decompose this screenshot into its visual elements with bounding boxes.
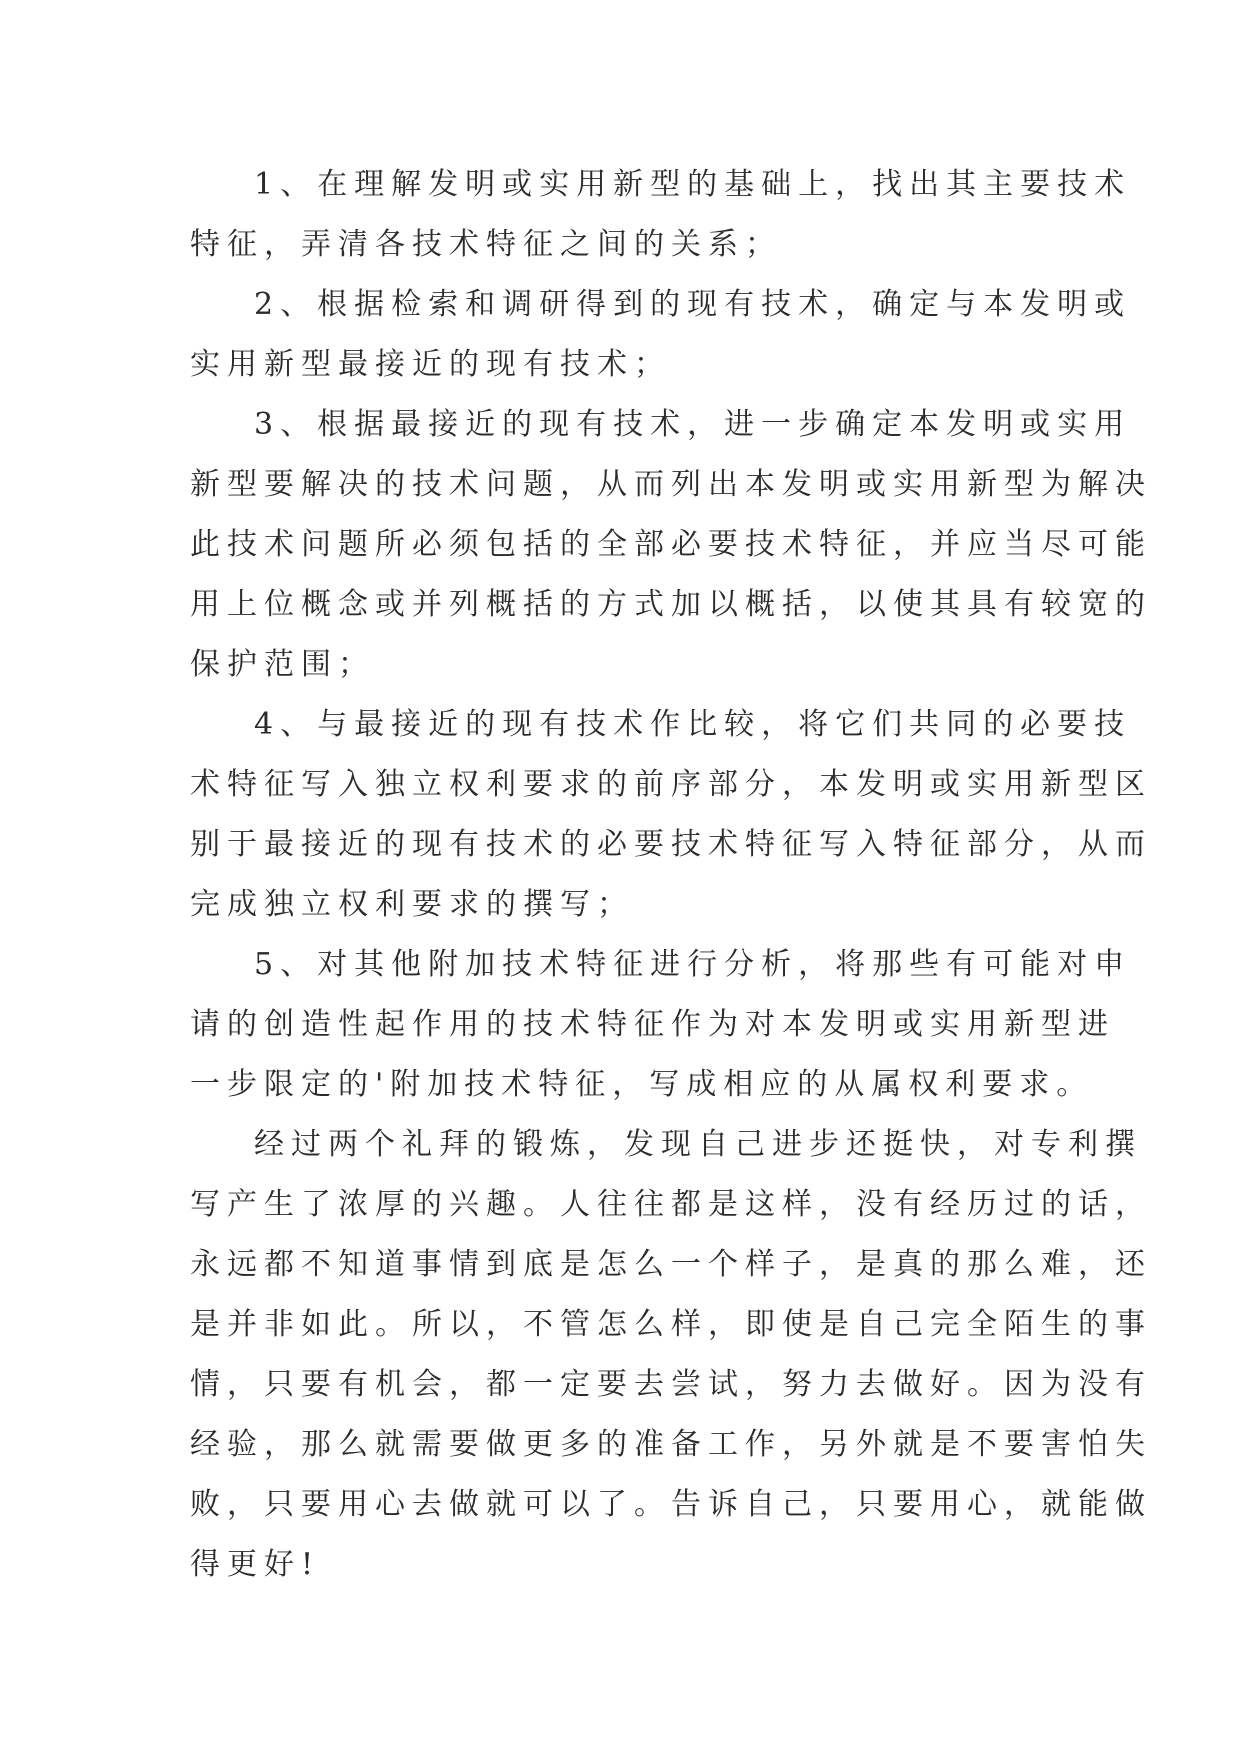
paragraph-4-line-3: 别于最接近的现有技术的必要技术特征写入特征部分，从而 — [190, 827, 1152, 862]
paragraph-6-line-4: 是并非如此。所以，不管怎么样，即使是自己完全陌生的事 — [190, 1307, 1152, 1342]
paragraph-5-line-2: 请的创造性起作用的技术特征作为对本发明或实用新型进 — [190, 1007, 1115, 1042]
paragraph-3-line-5: 保护范围； — [190, 647, 375, 682]
paragraph-5-line-1: 5、对其他附加技术特征进行分析，将那些有可能对申 — [254, 947, 1132, 982]
paragraph-6-line-1: 经过两个礼拜的锻炼，发现自己进步还挺快，对专利撰 — [254, 1127, 1142, 1162]
paragraph-3-line-2: 新型要解决的技术问题，从而列出本发明或实用新型为解决 — [190, 467, 1152, 502]
paragraph-4-line-4: 完成独立权利要求的撰写； — [190, 887, 634, 922]
paragraph-6-line-5: 情，只要有机会，都一定要去尝试，努力去做好。因为没有 — [190, 1367, 1152, 1402]
paragraph-2-line-2: 实用新型最接近的现有技术； — [190, 347, 671, 382]
paragraph-1-line-1: 1、在理解发明或实用新型的基础上，找出其主要技术 — [254, 167, 1132, 202]
paragraph-5-line-3: 一步限定的'附加技术特征，写成相应的从属权利要求。 — [190, 1067, 1094, 1102]
paragraph-4-line-1: 4、与最接近的现有技术作比较，将它们共同的必要技 — [254, 707, 1132, 742]
paragraph-2-line-1: 2、根据检索和调研得到的现有技术，确定与本发明或 — [254, 287, 1132, 322]
paragraph-6-line-7: 败，只要用心去做就可以了。告诉自己，只要用心，就能做 — [190, 1487, 1152, 1522]
paragraph-6-line-3: 永远都不知道事情到底是怎么一个样子，是真的那么难，还 — [190, 1247, 1152, 1282]
paragraph-3-line-4: 用上位概念或并列概括的方式加以概括，以使其具有较宽的 — [190, 587, 1152, 622]
paragraph-3-line-1: 3、根据最接近的现有技术，进一步确定本发明或实用 — [254, 407, 1132, 442]
paragraph-6-line-8: 得更好! — [190, 1547, 321, 1582]
paragraph-1-line-2: 特征，弄清各技术特征之间的关系； — [190, 227, 782, 262]
document-body — [190, 155, 1152, 1595]
paragraph-4-line-2: 术特征写入独立权利要求的前序部分，本发明或实用新型区 — [190, 767, 1152, 802]
paragraph-3-line-3: 此技术问题所必须包括的全部必要技术特征，并应当尽可能 — [190, 527, 1152, 562]
paragraph-6-line-6: 经验，那么就需要做更多的准备工作，另外就是不要害怕失 — [190, 1427, 1152, 1462]
paragraph-6-line-2: 写产生了浓厚的兴趣。人往往都是这样，没有经历过的话， — [190, 1187, 1152, 1222]
